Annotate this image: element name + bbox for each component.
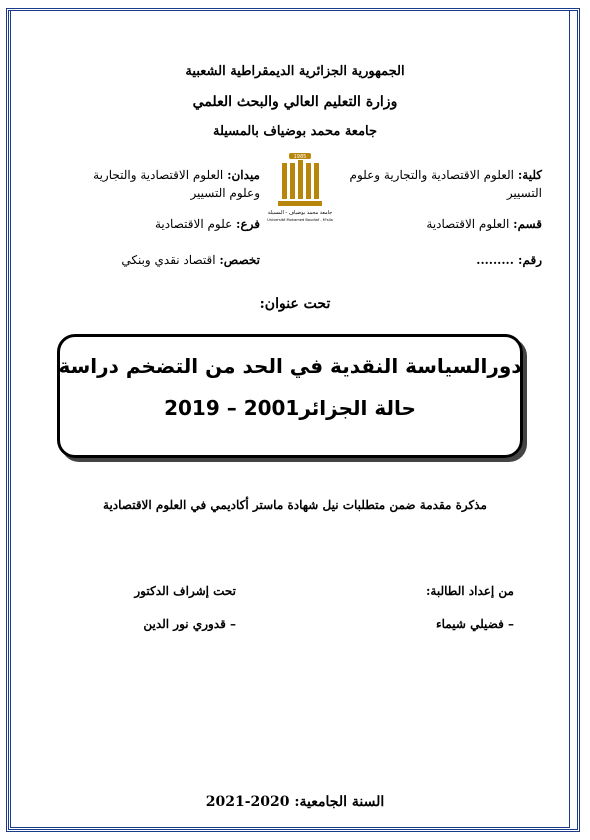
memo-statement: مذكرة مقدمة ضمن متطلبات نيل شهادة ماستر أكاديمي في العلوم الاقتصادية [103,498,487,512]
department-value: العلوم الاقتصادية [426,217,514,231]
branch-value: علوم الاقتصادية [154,217,237,231]
field-info [50,166,260,202]
number-value: ......... [476,253,519,267]
department-info [312,217,542,231]
supervisor-label: تحت إشراف الدكتور [134,584,236,598]
faculty-label: كلية: [517,168,542,182]
ministry-heading: وزارة التعليم العالي والبحث العلمي [192,94,398,110]
republic-heading: الجمهورية الجزائرية الديمقراطية الشعبية [185,64,405,79]
student-label: من إعداد الطالبة: [425,584,514,598]
field-label: ميدان: [227,168,260,182]
branch-label: فرع: [236,217,260,231]
academic-year: السنة الجامعية: 2020-2021 [205,794,385,810]
supervisor-name: – قدوري نور الدين [143,617,236,631]
specialty-label: تخصص: [219,253,260,267]
logo-caption-fr: Université Mohamed Boudiaf - M'sila [267,218,333,222]
number-info [312,253,542,267]
field-value-cont: وعلوم التسيير [190,186,260,200]
under-title-label: تحت عنوان: [259,296,331,312]
university-heading: جامعة محمد بوضياف بالمسيلة [212,124,378,139]
faculty-value: العلوم الاقتصادية والتجارية وعلوم [349,168,518,182]
number-label: رقم: [518,253,542,267]
thesis-title-line2: حالة الجزائر2001 – 2019 [164,396,416,420]
student-name: – فضيلي شيماء [435,617,514,631]
specialty-info [50,253,260,267]
branch-info [50,217,260,231]
logo-year: 1985 [293,154,307,160]
faculty-info [312,166,542,202]
logo-caption-ar: جامعة محمد بوضياف - المسيلة [267,210,333,216]
field-value: العلوم الاقتصادية والتجارية [93,168,228,182]
specialty-value: اقتصاد نقدي وبنكي [121,253,220,267]
thesis-title-line1: دورالسياسة النقدية في الحد من التضخم دراسة [58,354,522,378]
faculty-value-cont: التسيير [506,186,542,200]
department-label: قسم: [513,217,542,231]
